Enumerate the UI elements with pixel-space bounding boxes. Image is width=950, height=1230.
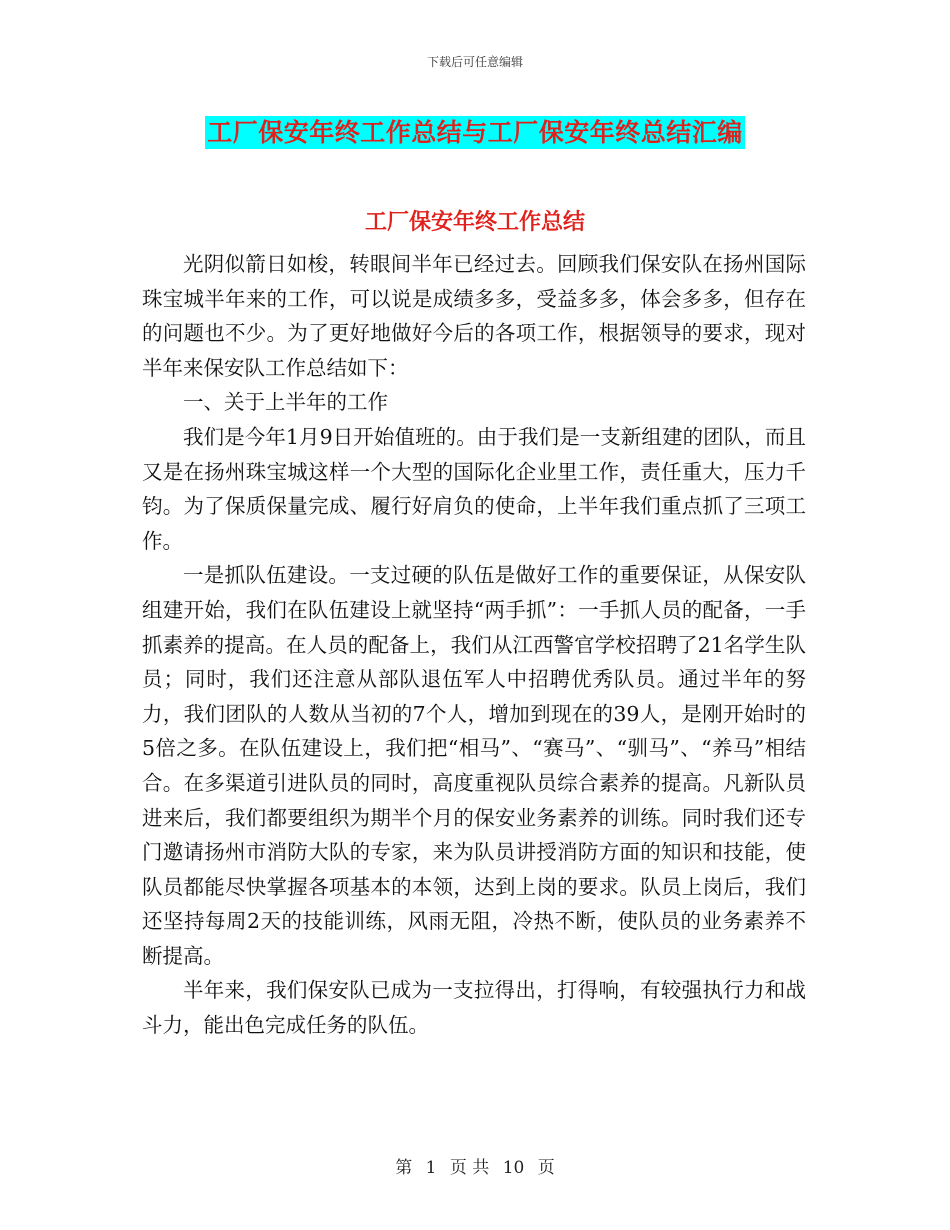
paragraph: 我们是今年1月9日开始值班的。由于我们是一支新组建的团队，而且又是在扬州珠宝城这样一个大型的国际化企业里工作，责任重大，压力千钧。为了保质保量完成、履行好肩负的使命，上半年我们重点抓了三项工作。	[142, 424, 806, 553]
page-footer	[0, 1153, 950, 1178]
section-title: 工厂保安年终工作总结	[364, 210, 585, 235]
footer-page-current: 1	[425, 1158, 437, 1178]
footer-page-total: 10	[502, 1158, 525, 1178]
footer-prefix: 第	[395, 1158, 413, 1178]
main-title-text: 工厂保安年终工作总结与工厂保安年终总结汇编	[207, 118, 743, 147]
main-title	[0, 113, 950, 149]
footer-mid: 页 共	[449, 1158, 490, 1178]
paragraph: 一、关于上半年的工作	[183, 390, 388, 415]
paragraph: 光阴似箭日如梭，转眼间半年已经过去。回顾我们保安队在扬州国际珠宝城半年来的工作，可以说是成绩多多，受益多多，体会多多，但存在的问题也不少。为了更好地做好今后的各项工作，根据领导的要求，现对半年来保安队工作总结如下：	[142, 252, 806, 380]
paragraph: 一是抓队伍建设。一支过硬的队伍是做好工作的重要保证，从保安队组建开始，我们在队伍建设上就坚持“两手抓”：一手抓人员的配备，一手抓素养的提高。在人员的配备上，我们从江西警官学校招聘了21名学生队员；同时，我们还注意从部队退伍军人中招聘优秀队员。通过半年的努力，我们团队的人数从当初的7个人，增加到现在的39人，是刚开始时的5倍之多。在队伍建设上，我们把“相马”、“赛马”、“驯马”、“养马”相结合。在多渠道引进队员的同时，高度重视队员综合素养的提高。凡新队员进来后，我们都要组织为期半个月的保安业务素养的训练。同时我们还专门邀请扬州市消防大队的专家，来为队员讲授消防方面的知识和技能，使队员都能尽快掌握各项基本的本领，达到上岗的要求。队员上岗后，我们还坚持每周2天的技能训练，风雨无阻，冷热不断，使队员的业务素养不断提高。	[142, 563, 806, 968]
header-note: 下载后可任意编辑	[426, 55, 523, 69]
paragraph: 半年来，我们保安队已成为一支拉得出，打得响，有较强执行力和战斗力，能出色完成任务的队伍。	[142, 978, 806, 1038]
body-text	[142, 247, 806, 1043]
footer-suffix: 页	[537, 1158, 555, 1178]
